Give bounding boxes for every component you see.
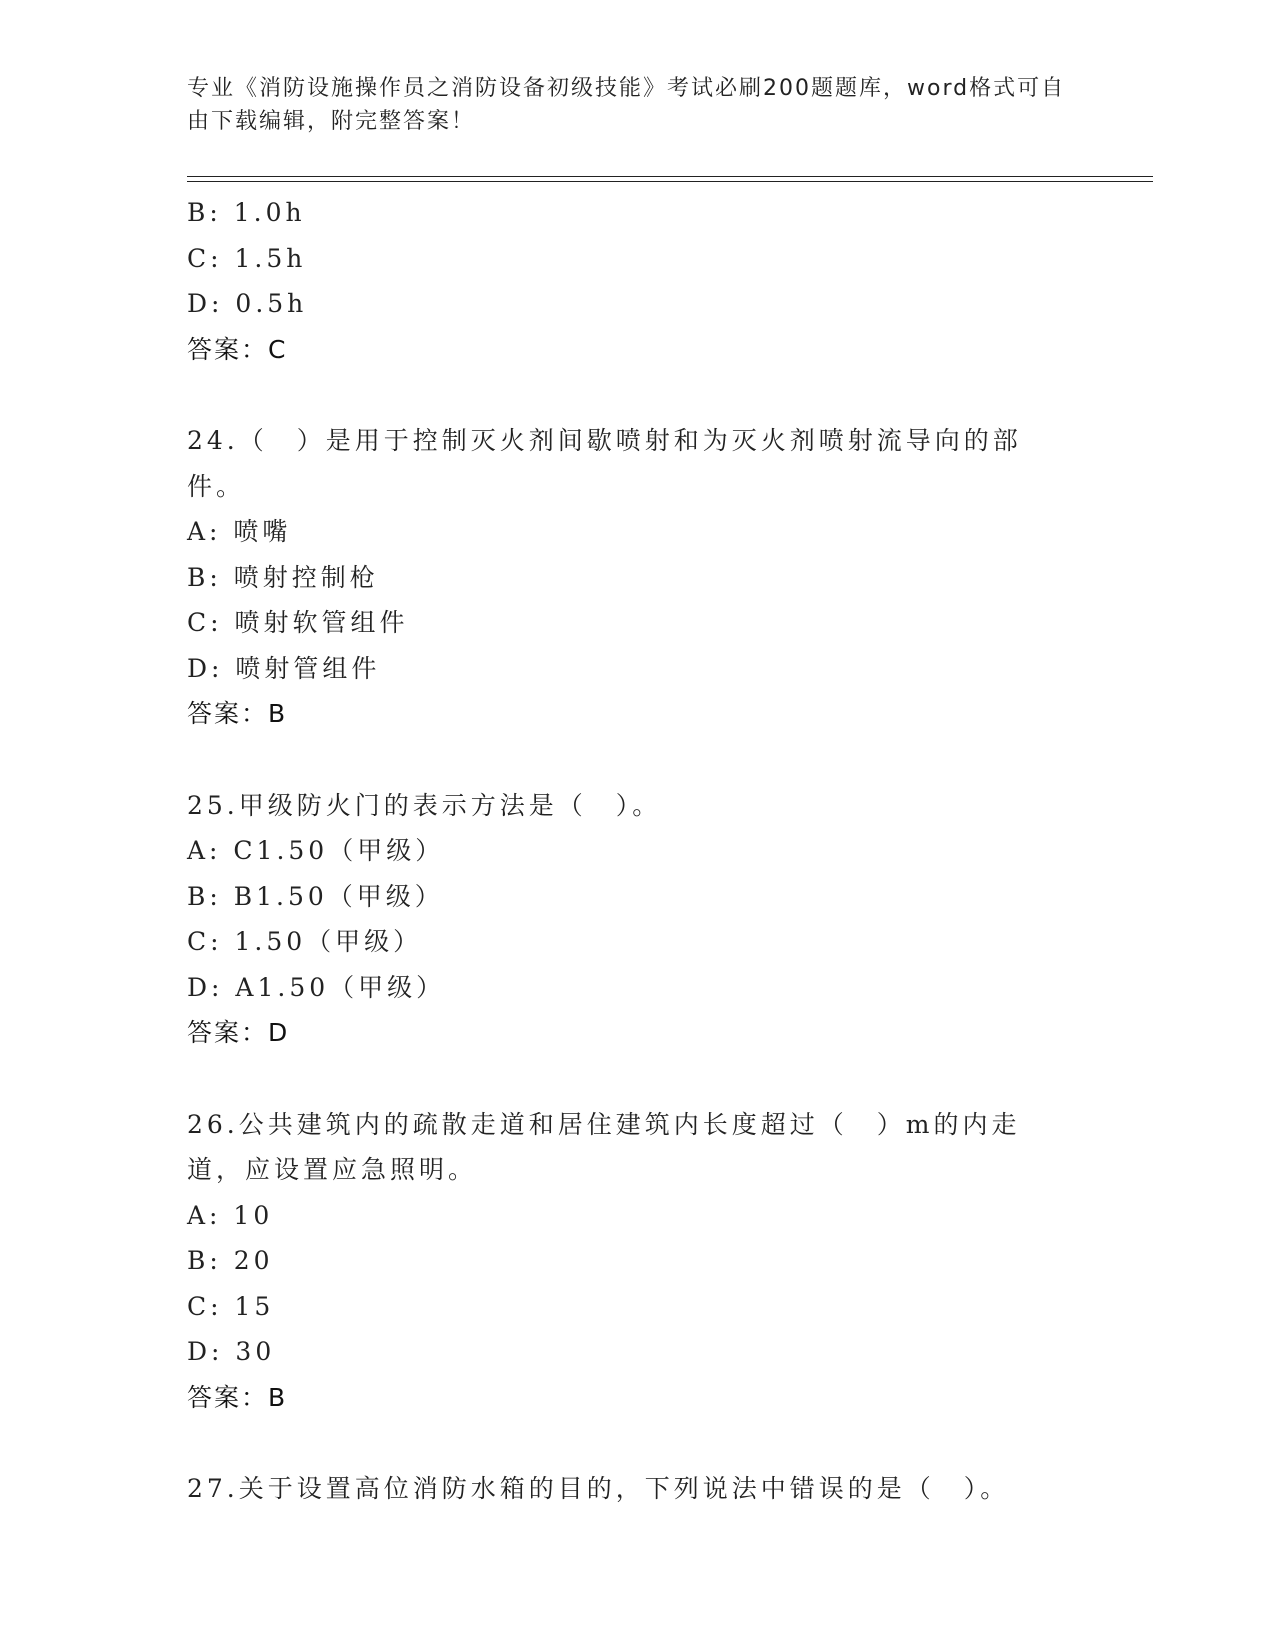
question-25 xyxy=(187,783,1127,1056)
answer-line: 答案：B xyxy=(187,699,288,728)
option-d: D: 0.5h xyxy=(187,289,308,318)
question-27 xyxy=(187,1466,1127,1512)
option-d: D: 30 xyxy=(187,1337,276,1366)
question-stem: 27.关于设置高位消防水箱的目的，下列说法中错误的是（ ）。 xyxy=(187,1474,1010,1503)
option-b: B: 1.0h xyxy=(187,198,306,227)
option-c: C: 15 xyxy=(187,1291,275,1321)
header-rule-top xyxy=(187,176,1153,177)
spacer xyxy=(187,1056,1127,1102)
option-a: A: 喷嘴 xyxy=(187,517,292,546)
option-c: C: 1.5h xyxy=(187,243,307,273)
spacer xyxy=(187,372,1127,418)
question-stem: 26.公共建筑内的疏散走道和居住建筑内长度超过（ ）m的内走道，应设置应急照明。 xyxy=(187,1109,1021,1184)
spacer xyxy=(187,737,1127,783)
question-24 xyxy=(187,418,1127,737)
spacer xyxy=(187,1420,1127,1466)
answer-line: 答案：B xyxy=(187,1382,288,1412)
option-c: C: 喷射软管组件 xyxy=(187,608,409,637)
option-d: D: A1.50（甲级） xyxy=(187,972,446,1002)
option-b: B: 喷射控制枪 xyxy=(187,562,379,592)
question-26 xyxy=(187,1102,1127,1421)
answer-line: 答案：C xyxy=(187,334,288,364)
option-b: B: 20 xyxy=(187,1246,274,1275)
page-header-title: 专业《消防设施操作员之消防设备初级技能》考试必刷200题题库，word格式可自由下载编辑，附完整答案！ xyxy=(187,76,1066,134)
option-d: D: 喷射管组件 xyxy=(187,653,381,683)
answer-line: 答案：D xyxy=(187,1018,290,1047)
prev-question-block xyxy=(187,190,1127,372)
question-stem: 25.甲级防火门的表示方法是（ ）。 xyxy=(187,790,662,820)
header-rule-bottom xyxy=(187,181,1153,182)
question-stem: 24.（ ）是用于控制灭火剂间歇喷射和为灭火剂喷射流导向的部件。 xyxy=(187,426,1022,501)
option-a: A: C1.50（甲级） xyxy=(187,836,445,865)
question-list xyxy=(187,190,1127,1512)
option-b: B: B1.50（甲级） xyxy=(187,881,444,911)
option-c: C: 1.50（甲级） xyxy=(187,927,423,956)
option-a: A: 10 xyxy=(187,1200,274,1230)
